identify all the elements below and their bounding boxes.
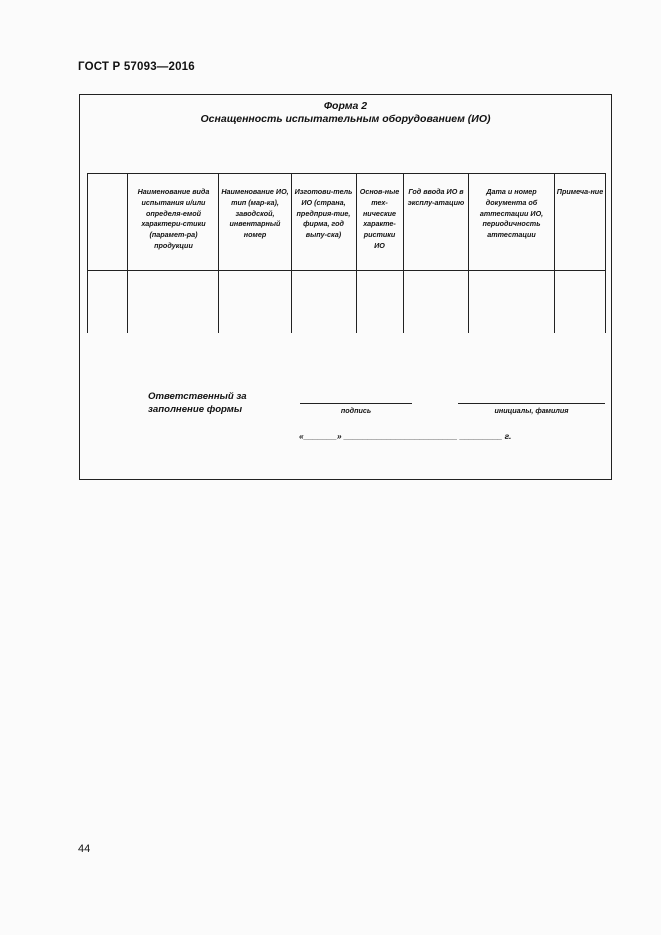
column-header-commissioning-year: Год ввода ИО в эксплу-атацию — [407, 187, 465, 207]
table-gridline — [554, 173, 555, 333]
page-number: 44 — [78, 843, 91, 855]
document-code: ГОСТ Р 57093—2016 — [78, 61, 195, 73]
column-header-manufacturer: Изготови-тель ИО (страна, предприя-тие, фирма, год выпу-ска) — [294, 187, 353, 240]
responsible-label: Ответственный за заполнение формы — [148, 391, 247, 415]
table-gridline — [87, 173, 88, 333]
table-gridline — [356, 173, 357, 333]
table-top-border — [87, 173, 605, 174]
date-field: «_______» ________________________ _________ г. — [299, 431, 512, 441]
signature-caption: подпись — [340, 406, 372, 415]
table-gridline — [605, 173, 606, 333]
name-caption: инициалы, фамилия — [494, 406, 569, 415]
column-header-certification: Дата и номер документа об аттестации ИО, периодичность аттестации — [479, 187, 544, 240]
table-gridline — [291, 173, 292, 333]
table-gridline — [127, 173, 128, 333]
column-header-test-type: Наименование вида испытания и/или определя-емой характери-стики (парамет-ра) продукции — [137, 187, 210, 250]
table-gridline — [218, 173, 219, 333]
column-header-equipment-name: Наименование ИО, тип (мар-ка), заводской, инвентарный номер — [221, 187, 289, 240]
column-header-specifications: Основ-ные тех-нические характе-ристики ИО — [359, 187, 400, 250]
form-title: Форма 2 — [323, 100, 368, 112]
form-frame — [79, 94, 612, 480]
column-header-notes: Примеча-ние — [556, 187, 604, 196]
table-gridline — [403, 173, 404, 333]
name-line — [458, 403, 605, 404]
table-gridline — [468, 173, 469, 333]
form-subtitle: Оснащенность испытательным оборудованием (ИО) — [200, 113, 491, 125]
signature-line — [300, 403, 412, 404]
table-header-divider — [87, 270, 605, 271]
